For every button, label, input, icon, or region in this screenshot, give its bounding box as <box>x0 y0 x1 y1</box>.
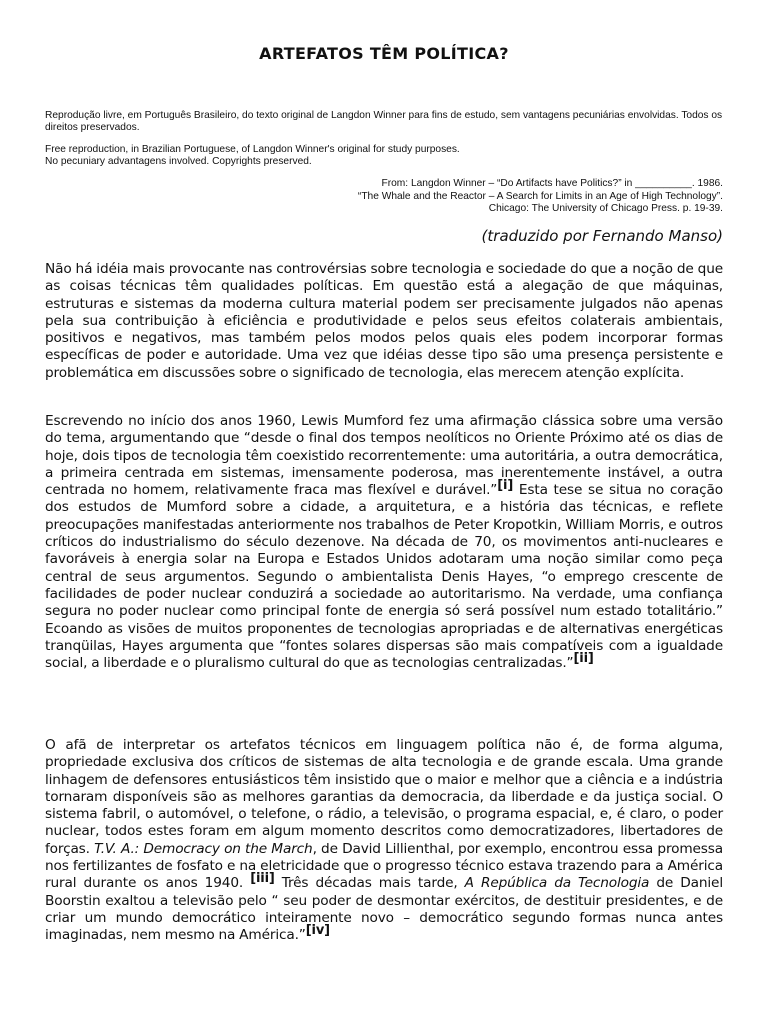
paragraph-3-text-c: Três décadas mais tarde, <box>274 875 465 892</box>
paragraph-2 <box>45 413 723 672</box>
notice-portuguese: Reprodução livre, em Português Brasileiro, do texto original de Langdon Winner para fins de estudo, sem vantagens pecuniárias envolvidas. Todos os direitos preservados. <box>45 110 723 133</box>
translator-credit: (traduzido por Fernando Manso) <box>481 227 723 245</box>
paragraph-2-text-b: Esta tese se situa no coração dos estudos de Mumford sobre a cidade, a arquitetura, e a história das técnicas, e reflete preocupações manifestadas anteriormente nos trabalhos de Peter Kropotkin, William Morris, e outros críticos do industrialismo do século dezenove. Na década de 70, os movimentos anti-nucleares e favoráveis à energia solar na Europa e Estados Unidos adotaram uma noção similar como peça central de seus argumentos. Segundo o ambientalista Denis Hayes, “o emprego crescente de facilidades de poder nuclear conduzirá a sociedade ao autoritarismo. Na verdade, uma confiança segura no poder nuclear como principal fonte de energia só será possível num estado totalitário.” Ecoando as visões de muitos proponentes de tecnologias apropriadas e de alternativas energéticas tranqüilas, Hayes argumenta que “fontes solares dispersas são mais compatíveis com a igualdade social, a liberdade e o pluralismo cultural do que as tecnologias centralizadas.” <box>45 482 723 672</box>
footnote-ref-iii[interactable]: [iii] <box>250 871 275 887</box>
paragraph-1-text: Não há idéia mais provocante nas controvérsias sobre tecnologia e sociedade do que a noção de que as coisas técnicas têm qualidades políticas. Em questão está a alegação de que máquinas, estruturas e sistemas da moderna cultura material podem ser precisamente julgados não apenas pela sua contribuição à eficiência e produtividade e pelos seus efeitos colaterais ambientais, positivos e negativos, mas também pelos modos pelos quais eles podem incorporar formas específicas de poder e autoridade. Uma vez que idéias desse tipo são uma presença persistente e problemática em discussões sobre o significado de tecnologia, elas merecem atenção explícita. <box>45 261 723 381</box>
paragraph-3-text-d: de Daniel Boorstin exaltou a televisão pelo “ seu poder de desmontar exércitos, de destituir presidentes, e de criar um mundo democrático inteiramente novo – democrático segundo formas nunca antes imaginadas, nem mesmo na América.” <box>45 875 723 944</box>
source-line-3: Chicago: The University of Chicago Press. p. 19-39. <box>488 203 723 214</box>
footnote-ref-ii[interactable]: [ii] <box>573 651 594 667</box>
document-title: ARTEFATOS TÊM POLÍTICA? <box>259 44 509 63</box>
source-line-1: From: Langdon Winner – “Do Artifacts have Politics?” in __________. 1986. <box>381 178 723 189</box>
notice-english-line-1: Free reproduction, in Brazilian Portuguese, of Langdon Winner's original for study purposes. <box>45 144 460 155</box>
book-title-tva: T.V. A.: Democracy on the March <box>94 840 313 857</box>
notice-english <box>45 144 723 168</box>
notice-english-line-2: No pecuniary advantagens involved. Copyrights preserved. <box>45 156 312 167</box>
paragraph-3 <box>45 737 723 945</box>
paragraph-2-text-a: Escrevendo no início dos anos 1960, Lewis Mumford fez uma afirmação clássica sobre uma versão do tema, argumentando que “desde o final dos tempos neolíticos no Oriente Próximo até os dias de hoje, dois tipos de tecnologia têm coexistido recorrentemente: uma autoritária, a outra democrática, a primeira centrada em sistemas, imensamente poderosa, mas inerentemente instável, a outra centrada no homem, relativamente fraca mas flexível e durável.” <box>45 413 723 499</box>
footnote-ref-iv[interactable]: [iv] <box>305 923 330 939</box>
source-citation <box>45 178 723 216</box>
paragraph-3-text-b: , de David Lillienthal, por exemplo, encontrou essa promessa nos fertilizantes de fosfato e na eletricidade que o progresso técnico estava trazendo para a América rural durante os anos 1940. <box>45 840 723 892</box>
paragraph-1 <box>45 261 723 382</box>
book-title-republica: A República da Tecnologia <box>464 875 650 892</box>
paragraph-3-text-a: O afã de interpretar os artefatos técnicos em linguagem política não é, de forma alguma, propriedade exclusiva dos críticos de sistemas de alta tecnologia e de grande escala. Uma grande linhagem de defensores entusiásticos têm insistido que o maior e melhor que a ciência e a indústria tornaram disponíveis são as melhores garantias da democracia, da liberdade e da justiça social. O sistema fabril, o automóvel, o telefone, o rádio, a televisão, o programa espacial, e, é claro, o poder nuclear, todos estes foram em algum momento descritos como democratizadores, libertadores de forças. <box>45 737 723 857</box>
source-line-2: “The Whale and the Reactor – A Search for Limits in an Age of High Technology”. <box>357 190 723 202</box>
footnote-ref-i[interactable]: [i] <box>497 478 514 494</box>
